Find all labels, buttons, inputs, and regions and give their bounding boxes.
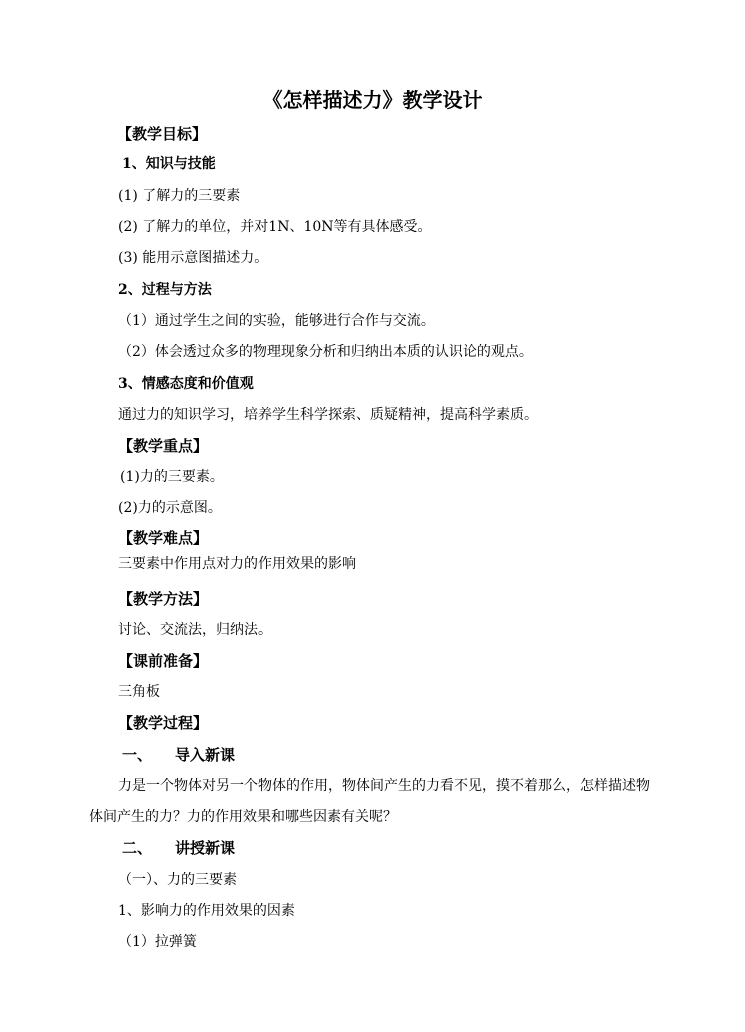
knowledge-item-3: (3) 能用示意图描述力。 <box>118 250 269 266</box>
step-2-number: 二、 <box>122 839 153 857</box>
knowledge-item-1: (1) 了解力的三要素 <box>118 188 241 204</box>
key-point-2: (2)力的示意图。 <box>118 500 222 516</box>
subsection-1-item-1-1: （1）拉弹簧 <box>118 934 197 950</box>
key-point-1: (1)力的三要素。 <box>120 469 224 485</box>
preparation-item-1: 三角板 <box>118 684 160 700</box>
step-2-title: 讲授新课 <box>175 839 236 857</box>
heading-difficulty: 【教学难点】 <box>118 529 209 547</box>
difficulty-item-1: 三要素中作用点对力的作用效果的影响 <box>118 556 356 572</box>
attitude-values-title: 3、情感态度和价值观 <box>118 376 254 392</box>
step-1-title: 导入新课 <box>175 746 236 764</box>
process-method-title: 2、过程与方法 <box>118 282 212 298</box>
subsection-1: （一）、力的三要素 <box>118 872 237 888</box>
subsection-1-item-1: 1、影响力的作用效果的因素 <box>118 903 295 919</box>
heading-objectives: 【教学目标】 <box>117 125 208 143</box>
heading-method: 【教学方法】 <box>118 590 209 608</box>
knowledge-skills-title: 1、知识与技能 <box>122 156 216 172</box>
heading-preparation: 【课前准备】 <box>118 652 209 670</box>
heading-procedure: 【教学过程】 <box>118 714 209 732</box>
process-item-2: （2）体会透过众多的物理现象分析和归纳出本质的认识论的观点。 <box>118 344 533 360</box>
intro-paragraph-line-2: 体间产生的力？力的作用效果和哪些因素有关呢？ <box>89 809 397 825</box>
method-item-1: 讨论、交流法，归纳法。 <box>118 622 272 638</box>
step-1-number: 一、 <box>122 746 153 764</box>
intro-paragraph-line-1: 力是一个物体对另一个物体的作用，物体间产生的力看不见，摸不着那么，怎样描述物 <box>118 778 650 794</box>
knowledge-item-2: (2) 了解力的单位，并对1N、10N等有具体感受。 <box>118 219 432 235</box>
heading-key-points: 【教学重点】 <box>118 437 209 455</box>
attitude-item-1: 通过力的知识学习，培养学生科学探索、质疑精神，提高科学素质。 <box>118 407 538 423</box>
document-title: 《怎样描述力》教学设计 <box>262 88 483 112</box>
process-item-1: （1）通过学生之间的实验，能够进行合作与交流。 <box>118 313 435 329</box>
